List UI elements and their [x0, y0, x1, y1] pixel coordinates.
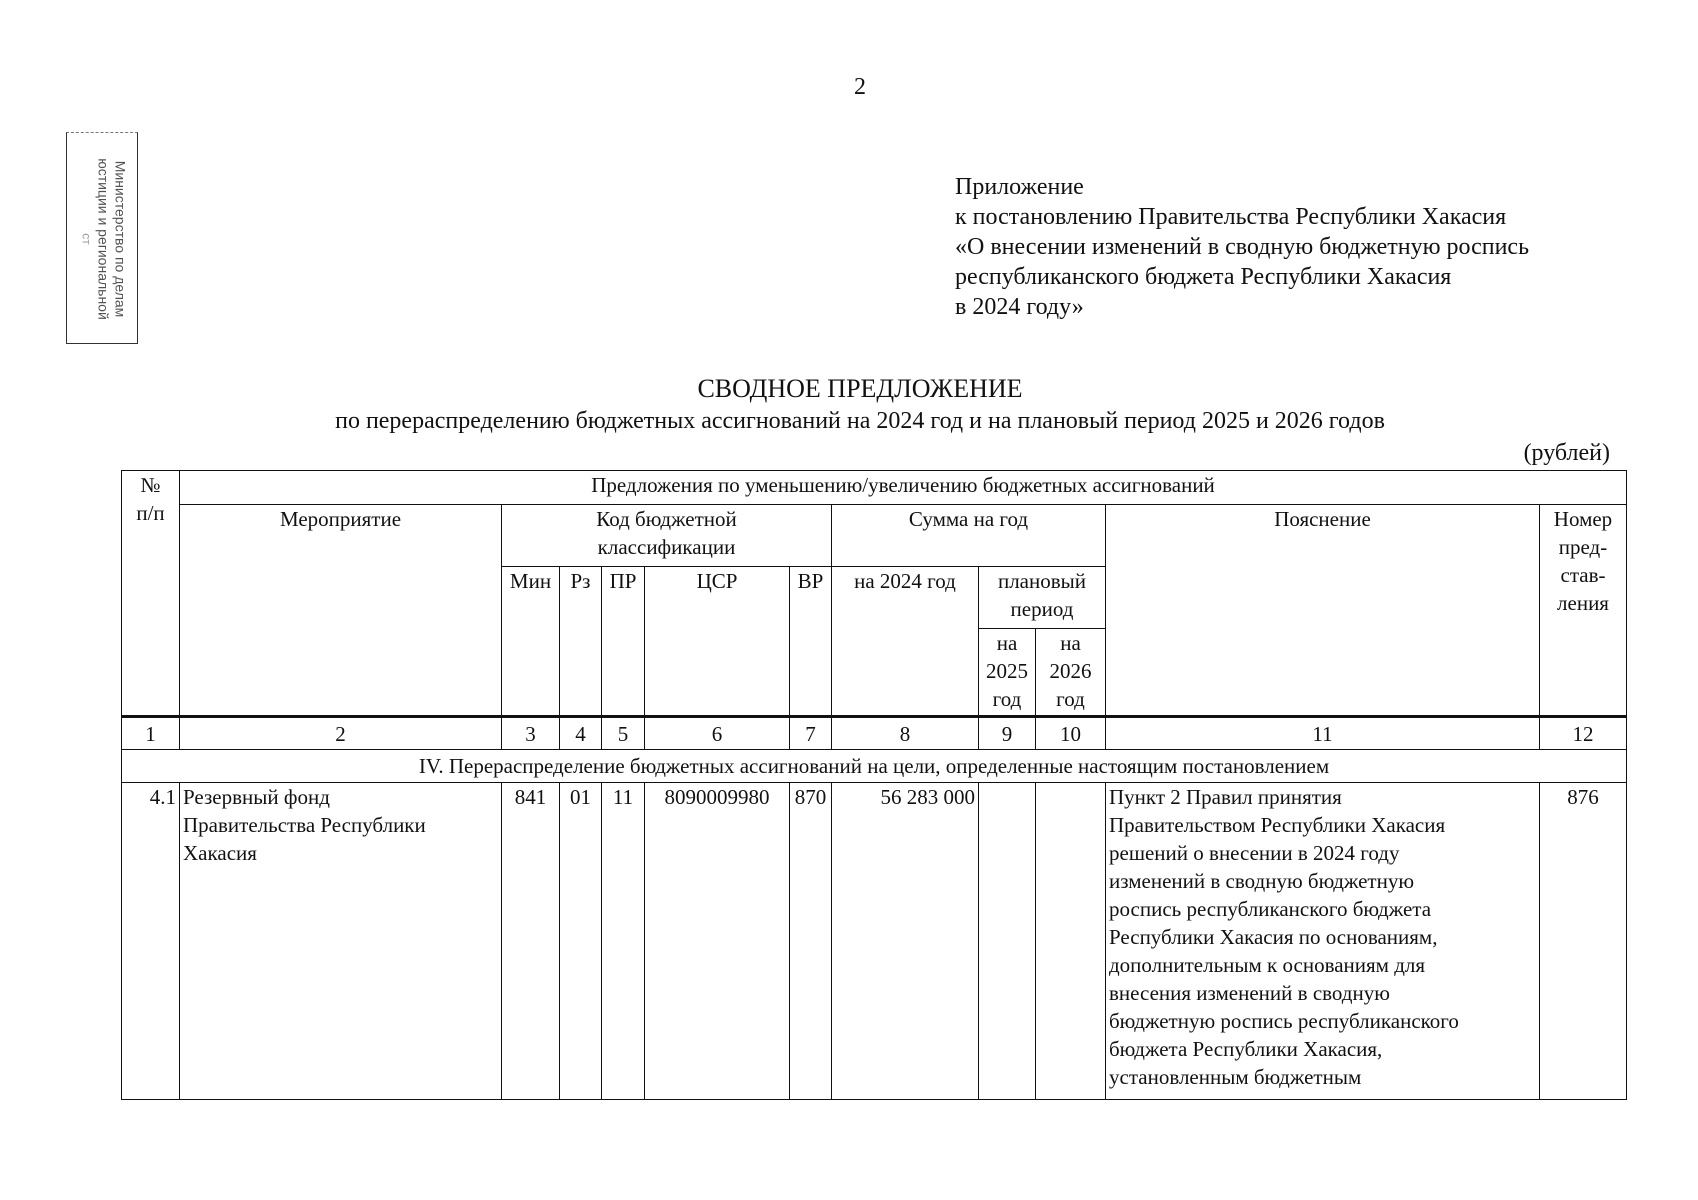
column-number-1: 1	[122, 717, 180, 750]
stamp-line-2: юстиции и региональной	[95, 158, 112, 320]
row-submission-no: 876	[1540, 783, 1627, 1100]
column-number-7: 7	[790, 717, 832, 750]
document-title: СВОДНОЕ ПРЕДЛОЖЕНИЕ	[697, 374, 1023, 403]
header-planned-period: плановый период	[979, 567, 1106, 629]
appendix-line-1: Приложение	[955, 174, 1084, 200]
column-number-5: 5	[602, 717, 645, 750]
stamp-line-3: ст	[79, 233, 94, 245]
row-vr: 870	[790, 783, 832, 1100]
header-2024: на 2024 год	[832, 567, 979, 717]
row-explanation: Пункт 2 Правил принятия Правительством Республики Хакасия решений о внесении в 2024 году изменений в сводную бюджетную роспись республиканского бюджета Республики Хакасия по основаниям, дополнительным к основаниям для внесения изменений в сводную бюджетную роспись республиканского бюджета Республики Хакасия, установленным бюджетным	[1106, 783, 1540, 1100]
appendix-header	[955, 172, 1675, 322]
column-number-8: 8	[832, 717, 979, 750]
stamp-line-1: Министерство по делам	[112, 160, 129, 318]
row-sum-2026	[1036, 783, 1106, 1100]
row-min: 841	[502, 783, 560, 1100]
units-label: (рублей)	[1523, 440, 1610, 466]
header-pr: ПР	[602, 567, 645, 717]
column-number-10: 10	[1036, 717, 1106, 750]
header-min: Мин	[502, 567, 560, 717]
row-csr: 8090009980	[645, 783, 790, 1100]
header-proposals: Предложения по уменьшению/увеличению бюджетных ассигнований	[180, 471, 1627, 505]
header-csr: ЦСР	[645, 567, 790, 717]
section-heading: IV. Перераспределение бюджетных ассигнований на цели, определенные настоящим постановлением	[122, 750, 1627, 783]
column-number-6: 6	[645, 717, 790, 750]
column-number-2: 2	[180, 717, 502, 750]
header-submission-no: Номер пред- став- ления	[1540, 505, 1627, 717]
header-event: Мероприятие	[180, 505, 502, 717]
stamp-text	[78, 139, 129, 339]
registration-stamp	[66, 132, 138, 344]
header-budget-code: Код бюджетной классификации	[502, 505, 832, 567]
header-explanation: Пояснение	[1106, 505, 1540, 717]
column-number-3: 3	[502, 717, 560, 750]
row-event: Резервный фонд Правительства Республики Хакасия	[180, 783, 502, 1100]
row-sum-2025	[979, 783, 1036, 1100]
header-vr: ВР	[790, 567, 832, 717]
document-subtitle: по перераспределению бюджетных ассигнований на 2024 год и на плановый период 2025 и 2026 годов	[335, 408, 1385, 434]
row-rz: 01	[560, 783, 602, 1100]
row-no: 4.1	[122, 783, 180, 1100]
page-number: 2	[854, 74, 866, 100]
appendix-line-3: «О внесении изменений в сводную бюджетную роспись	[955, 234, 1530, 260]
header-2026: на 2026 год	[1036, 629, 1106, 717]
column-number-11: 11	[1106, 717, 1540, 750]
appendix-line-2: к постановлению Правительства Республики Хакасия	[955, 204, 1507, 230]
appendix-line-5: в 2024 году»	[955, 294, 1084, 320]
header-sum-year: Сумма на год	[832, 505, 1106, 567]
header-2025: на 2025 год	[979, 629, 1036, 717]
table-row	[122, 783, 1627, 1100]
column-number-4: 4	[560, 717, 602, 750]
header-rz: Рз	[560, 567, 602, 717]
section-row	[122, 750, 1627, 783]
row-sum-2024: 56 283 000	[832, 783, 979, 1100]
header-no: № п/п	[122, 471, 180, 717]
header-row-2	[122, 505, 1627, 567]
header-row-1	[122, 471, 1627, 505]
column-number-12: 12	[1540, 717, 1627, 750]
appendix-line-4: республиканского бюджета Республики Хакасия	[955, 264, 1452, 290]
reallocation-table	[121, 470, 1627, 1100]
row-pr: 11	[602, 783, 645, 1100]
column-number-9: 9	[979, 717, 1036, 750]
column-numbers-row	[122, 717, 1627, 750]
